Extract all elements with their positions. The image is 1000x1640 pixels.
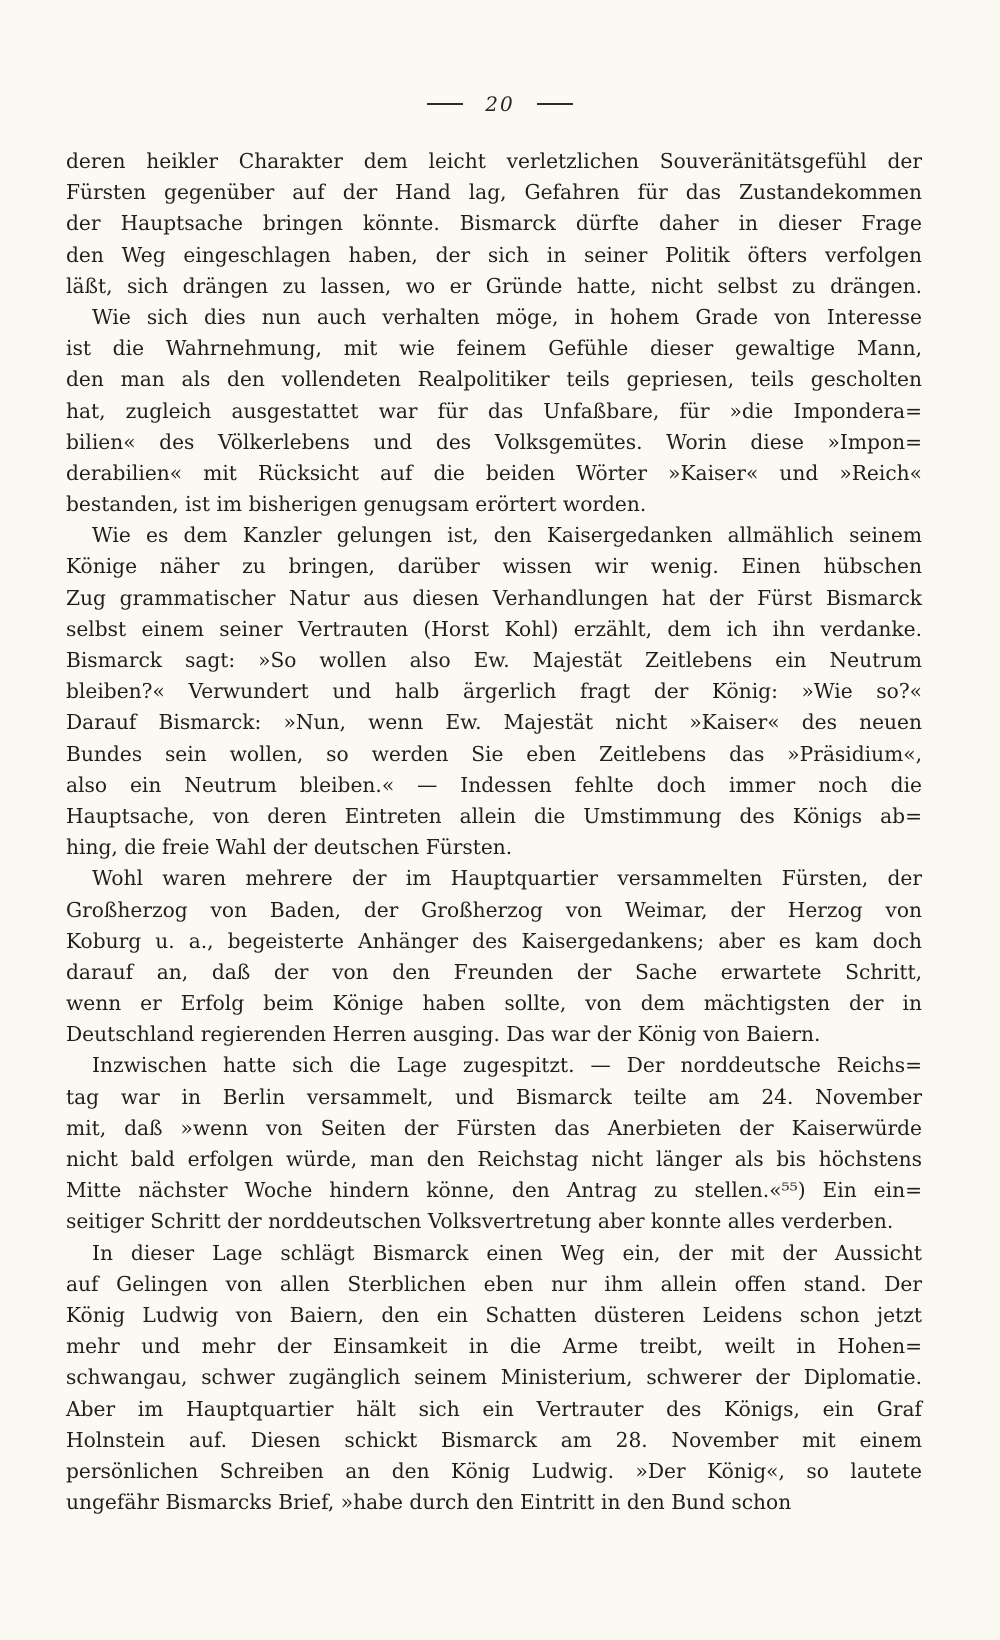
text-line: auf Gelingen von allen Sterblichen eben nur ihm allein offen stand. Der	[66, 1271, 922, 1296]
text-line: Wohl waren mehrere der im Hauptquartier versammelten Fürsten, der	[92, 866, 922, 891]
text-line: Holnstein auf. Diesen schickt Bismarck am 28. November mit einem	[66, 1427, 922, 1452]
text-line: selbst einem seiner Vertrauten (Horst Kohl) erzählt, dem ich ihn verdanke.	[66, 616, 922, 641]
text-line: hat, zugleich ausgestattet war für das Unfaßbare, für »die Impondera=	[66, 398, 922, 423]
text-line: den man als den vollendeten Realpolitiker teils gepriesen, teils gescholten	[66, 367, 922, 392]
text-line: Fürsten gegenüber auf der Hand lag, Gefahren für das Zustandekommen	[66, 180, 922, 205]
text-line: darauf an, daß der von den Freunden der Sache erwartete Schritt,	[66, 959, 922, 984]
header-dash-right	[537, 103, 573, 105]
text-line: bilien« des Völkerlebens und des Volksgemütes. Worin diese »Impon=	[66, 429, 922, 454]
text-line: läßt, sich drängen zu lassen, wo er Gründe hatte, nicht selbst zu drängen.	[66, 273, 922, 298]
text-line: Inzwischen hatte sich die Lage zugespitzt. — Der norddeutsche Reichs=	[92, 1053, 922, 1078]
text-line: Deutschland regierenden Herren ausging. Das war der König von Baiern.	[66, 1022, 821, 1047]
text-line: also ein Neutrum bleiben.« — Indessen fehlte doch immer noch die	[66, 772, 922, 797]
text-line: nicht bald erfolgen würde, man den Reichstag nicht länger als bis höchstens	[66, 1147, 922, 1171]
text-line: Bismarck sagt: »So wollen also Ew. Majestät Zeitlebens ein Neutrum	[66, 648, 922, 672]
text-line: Koburg u. a., begeisterte Anhänger des Kaisergedankens; aber es kam doch	[66, 928, 922, 953]
text-line: Großherzog von Baden, der Großherzog von Weimar, der Herzog von	[66, 897, 922, 922]
text-line: Darauf Bismarck: »Nun, wenn Ew. Majestät nicht »Kaiser« des neuen	[66, 710, 922, 735]
text-line: König Ludwig von Baiern, den ein Schatten düsteren Leidens schon jetzt	[66, 1302, 922, 1327]
text-line: der Hauptsache bringen könnte. Bismarck dürfte daher in dieser Frage	[66, 211, 922, 236]
text-line: Hauptsache, von deren Eintreten allein die Umstimmung des Königs ab=	[66, 803, 922, 828]
text-line: hing, die freie Wahl der deutschen Fürsten.	[66, 835, 513, 860]
text-line: Wie sich dies nun auch verhalten möge, in hohem Grade von Interesse	[92, 304, 922, 329]
text-line: Wie es dem Kanzler gelungen ist, den Kaisergedanken allmählich seinem	[92, 523, 922, 548]
header-dash-left	[427, 103, 463, 105]
text-line: ungefähr Bismarcks Brief, »habe durch den Eintritt in den Bund schon	[66, 1490, 792, 1515]
text-line: derabilien« mit Rücksicht auf die beiden Wörter »Kaiser« und »Reich«	[66, 460, 922, 485]
text-line: wenn er Erfolg beim Könige haben sollte, von dem mächtigsten der in	[66, 991, 922, 1016]
text-line: seitiger Schritt der norddeutschen Volksvertretung aber konnte alles verderben.	[66, 1209, 894, 1234]
text-line: In dieser Lage schlägt Bismarck einen Weg ein, der mit der Aussicht	[92, 1240, 922, 1265]
text-line: Zug grammatischer Natur aus diesen Verhandlungen hat der Fürst Bismarck	[66, 585, 922, 610]
text-line: mit, daß »wenn von Seiten der Fürsten das Anerbieten der Kaiserwürde	[66, 1115, 922, 1140]
text-line: tag war in Berlin versammelt, und Bismarck teilte am 24. November	[66, 1084, 922, 1109]
text-line: Bundes sein wollen, so werden Sie eben Zeitlebens das »Präsidium«,	[66, 741, 922, 766]
page-number: 20	[485, 92, 515, 116]
text-line: bleiben?« Verwundert und halb ärgerlich fragt der König: »Wie so?«	[66, 679, 922, 704]
page-header	[0, 86, 1000, 122]
text-line: persönlichen Schreiben an den König Ludwig. »Der König«, so lautete	[66, 1458, 922, 1483]
text-line: mehr und mehr der Einsamkeit in die Arme treibt, weilt in Hohen=	[66, 1334, 922, 1359]
text-line: schwangau, schwer zugänglich seinem Ministerium, schwerer der Diplomatie.	[66, 1365, 922, 1390]
body-text	[66, 146, 922, 1518]
text-line: den Weg eingeschlagen haben, der sich in seiner Politik öfters verfolgen	[66, 242, 922, 267]
text-line: deren heikler Charakter dem leicht verletzlichen Souveränitätsgefühl der	[66, 149, 922, 173]
text-line: Könige näher zu bringen, darüber wissen wir wenig. Einen hübschen	[66, 554, 922, 579]
text-line: bestanden, ist im bisherigen genugsam erörtert worden.	[66, 492, 647, 517]
text-line: Aber im Hauptquartier hält sich ein Vertrauter des Königs, ein Graf	[66, 1396, 922, 1421]
text-line: Mitte nächster Woche hindern könne, den Antrag zu stellen.«⁵⁵) Ein ein=	[66, 1178, 922, 1203]
text-line: ist die Wahrnehmung, mit wie feinem Gefühle dieser gewaltige Mann,	[66, 336, 922, 361]
